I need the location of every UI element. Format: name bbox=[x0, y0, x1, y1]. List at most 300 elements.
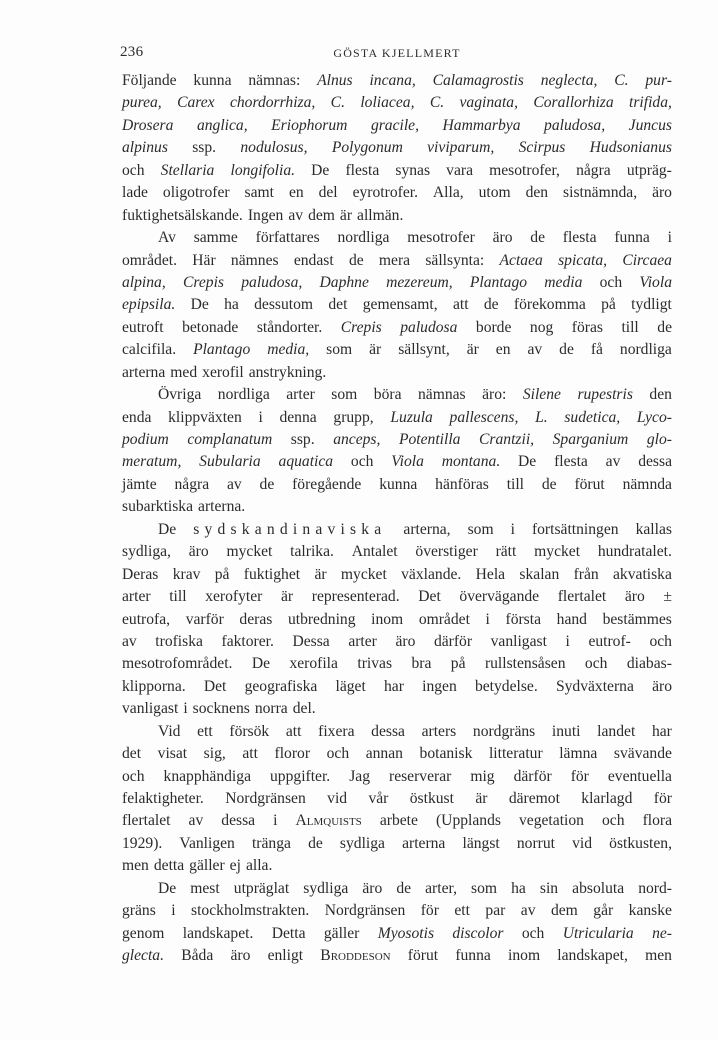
word: Hela bbox=[475, 565, 506, 583]
word: därför bbox=[433, 632, 473, 650]
italic-word: rupestris bbox=[577, 386, 633, 404]
italic-word: Carex bbox=[177, 94, 215, 112]
word: en bbox=[288, 184, 304, 202]
italic-word: sudetica, bbox=[564, 408, 621, 426]
word: och bbox=[584, 655, 608, 673]
word: betonade bbox=[182, 318, 239, 336]
word: genom bbox=[122, 924, 165, 942]
word: rullstensåsen bbox=[484, 655, 566, 673]
word: felaktigheter. bbox=[122, 790, 204, 807]
word: i bbox=[485, 610, 490, 628]
italic-word: paludosa, bbox=[241, 273, 303, 291]
word: några bbox=[174, 475, 210, 493]
word: Antalet bbox=[351, 543, 398, 561]
word: Av bbox=[158, 229, 176, 247]
word: utpräg- bbox=[626, 161, 672, 179]
word: del. bbox=[292, 700, 316, 718]
word: mycket bbox=[534, 543, 581, 561]
word: nämnas bbox=[417, 386, 466, 404]
italic-word: media bbox=[544, 273, 583, 291]
word: jämte bbox=[122, 475, 157, 493]
word: och bbox=[602, 812, 625, 830]
word: fortsättningen bbox=[531, 520, 619, 538]
italic-word: Stellaria bbox=[160, 161, 215, 179]
text-line bbox=[122, 205, 672, 227]
word: dessutom bbox=[254, 296, 314, 314]
word: synas bbox=[395, 161, 431, 179]
italic-word: paludosa, bbox=[544, 116, 606, 134]
text-line bbox=[122, 855, 672, 877]
italic-word: Viola bbox=[639, 273, 672, 291]
word: äro: bbox=[482, 386, 507, 404]
italic-word: discolor bbox=[452, 924, 504, 942]
italic-word: Daphne bbox=[319, 273, 369, 291]
word: arter bbox=[348, 632, 377, 650]
word: grupp, bbox=[333, 408, 374, 426]
word: från bbox=[573, 565, 599, 583]
text-line bbox=[122, 339, 672, 361]
word: dem bbox=[550, 902, 578, 920]
word: ingen bbox=[422, 677, 457, 695]
text-line bbox=[122, 250, 672, 272]
word: överstiger bbox=[415, 543, 478, 561]
text-line bbox=[122, 182, 672, 204]
word: äro bbox=[395, 632, 416, 650]
word: samme bbox=[193, 229, 238, 247]
word: rätt bbox=[495, 543, 517, 561]
italic-word: anceps, bbox=[333, 431, 381, 448]
word: de bbox=[308, 834, 323, 852]
word: nordliga bbox=[619, 341, 672, 359]
italic-word: alpinus bbox=[122, 139, 168, 157]
word: ett bbox=[454, 902, 470, 920]
word: De bbox=[158, 520, 177, 538]
smallcaps-word: Almquists bbox=[295, 812, 362, 830]
word: inuti bbox=[551, 722, 581, 740]
word: att bbox=[285, 722, 302, 740]
word: arterna bbox=[402, 834, 446, 852]
italic-word: podium bbox=[122, 431, 169, 448]
word: de bbox=[530, 229, 545, 247]
word: hundratalet. bbox=[597, 543, 672, 561]
word: föregående bbox=[292, 475, 362, 493]
text-line bbox=[122, 294, 672, 316]
italic-word: media, bbox=[267, 341, 310, 359]
word: fuktighetsälskande. bbox=[122, 206, 243, 224]
word: nord- bbox=[638, 879, 672, 897]
word: förut bbox=[407, 947, 439, 965]
word: äro bbox=[188, 543, 209, 561]
word: eyrotrofer. bbox=[352, 184, 418, 202]
word: sig, bbox=[203, 745, 226, 763]
word: vanligast bbox=[490, 632, 547, 650]
word: mesotrofer, bbox=[489, 161, 560, 179]
text-line bbox=[122, 227, 672, 249]
italic-word: glo- bbox=[646, 431, 672, 448]
word: mera bbox=[378, 251, 411, 269]
italic-word: aquatica bbox=[278, 453, 334, 471]
word: diabas- bbox=[626, 655, 672, 673]
word: kallas bbox=[635, 520, 672, 538]
word: första bbox=[505, 610, 542, 628]
text-line bbox=[122, 317, 672, 339]
italic-word: nodulosus, bbox=[240, 139, 308, 157]
word: förut bbox=[574, 475, 605, 493]
word: trofiska bbox=[155, 632, 203, 650]
italic-word: spicata, bbox=[558, 251, 608, 269]
word: anstrykning. bbox=[248, 363, 327, 381]
word: detta bbox=[153, 857, 185, 875]
italic-word: Scirpus bbox=[518, 139, 566, 157]
word: vara bbox=[446, 161, 473, 179]
text-line bbox=[122, 92, 672, 114]
spaced-word: sydskandinaviska bbox=[193, 520, 387, 538]
word: Alla, bbox=[432, 184, 464, 202]
italic-word: Calamagrostis bbox=[432, 72, 524, 89]
text-line bbox=[122, 564, 672, 586]
word: landskapet, bbox=[557, 947, 628, 965]
word: går bbox=[593, 902, 614, 920]
word: att bbox=[242, 745, 258, 763]
word: vegetation bbox=[519, 812, 584, 830]
word: är bbox=[466, 341, 479, 359]
word: på bbox=[601, 296, 616, 314]
word: funna bbox=[455, 947, 491, 965]
word: nämnda bbox=[622, 475, 672, 493]
word: är bbox=[314, 565, 327, 583]
word: som bbox=[467, 520, 494, 538]
text-line bbox=[122, 653, 672, 675]
word: av bbox=[527, 341, 543, 359]
word: utbredning bbox=[287, 610, 356, 628]
text-line bbox=[122, 698, 672, 720]
word: kunna bbox=[379, 475, 418, 493]
word: flora bbox=[642, 812, 672, 830]
italic-word: Eriophorum bbox=[271, 116, 348, 134]
word: Nordgränsen bbox=[225, 790, 306, 807]
word: faktorer. bbox=[221, 632, 274, 650]
text-line bbox=[122, 945, 672, 967]
italic-word: anglica, bbox=[196, 116, 248, 134]
word: skalan bbox=[519, 565, 560, 583]
italic-word: epipsila. bbox=[122, 296, 176, 314]
word: läget bbox=[335, 677, 366, 695]
word: par bbox=[485, 902, 506, 920]
word: mycket bbox=[226, 543, 273, 561]
word: utpräglat bbox=[233, 879, 290, 897]
word: ha bbox=[224, 296, 239, 314]
word: Sydväxterna bbox=[555, 677, 634, 695]
italic-word: montana. bbox=[441, 453, 501, 471]
word: böra bbox=[373, 386, 402, 404]
word: av bbox=[288, 206, 304, 224]
word: De bbox=[311, 161, 330, 179]
word: som bbox=[331, 386, 358, 404]
word: geografiska bbox=[244, 677, 318, 695]
italic-word: Alnus bbox=[317, 72, 353, 89]
text-line bbox=[122, 137, 672, 159]
word: flertalet bbox=[557, 588, 607, 606]
italic-word: Actaea bbox=[499, 251, 543, 269]
italic-word: pur- bbox=[645, 72, 672, 89]
word: sydliga bbox=[303, 879, 349, 897]
text-line bbox=[122, 115, 672, 137]
word: klipporna. bbox=[122, 677, 186, 695]
text-line bbox=[122, 900, 672, 922]
word: kanske bbox=[628, 902, 672, 920]
word: i bbox=[667, 229, 672, 247]
text-line bbox=[122, 810, 672, 832]
word: den bbox=[525, 184, 549, 202]
word: sydliga, bbox=[122, 543, 171, 561]
word: Jag bbox=[349, 767, 370, 785]
text-line bbox=[122, 272, 672, 294]
word: de bbox=[348, 251, 364, 269]
word: nordgräns bbox=[472, 722, 536, 740]
italic-word: Hammarbya bbox=[442, 116, 521, 134]
word: bestämmes bbox=[602, 610, 672, 628]
word: xerofyter bbox=[205, 588, 263, 606]
word: har bbox=[651, 722, 672, 740]
word: representerad. bbox=[311, 588, 400, 606]
word: denna bbox=[279, 408, 317, 426]
word: de bbox=[541, 475, 557, 493]
word: längst bbox=[462, 834, 500, 852]
word: ej bbox=[229, 857, 241, 875]
italic-word: L. bbox=[535, 408, 548, 426]
italic-word: longifolia. bbox=[230, 161, 296, 179]
word: lämna bbox=[559, 745, 598, 763]
word: inom bbox=[508, 947, 541, 965]
word: mesotrofområdet. bbox=[122, 655, 233, 673]
word: Dessa bbox=[292, 632, 330, 650]
word: några bbox=[576, 161, 611, 179]
word: De bbox=[251, 655, 271, 673]
word: i bbox=[510, 520, 515, 538]
word: vanligast bbox=[122, 700, 179, 718]
word: till bbox=[169, 588, 187, 606]
word: men bbox=[645, 947, 672, 965]
word: botanisk bbox=[419, 745, 473, 763]
word: klarlagd bbox=[581, 790, 633, 807]
word: övervägande bbox=[459, 588, 540, 606]
text-line bbox=[122, 70, 672, 92]
word: absoluta bbox=[572, 879, 625, 897]
italic-word: Crepis bbox=[340, 318, 382, 336]
word: har bbox=[384, 677, 404, 695]
word: ± bbox=[663, 588, 672, 606]
word: litteratur bbox=[488, 745, 543, 763]
italic-word: Lyco- bbox=[636, 408, 672, 426]
word: är bbox=[339, 206, 353, 224]
text-line bbox=[122, 631, 672, 653]
word: utom bbox=[478, 184, 511, 202]
word: men bbox=[122, 857, 149, 875]
italic-word: C. bbox=[614, 72, 629, 89]
text-line bbox=[122, 362, 672, 384]
word: är bbox=[280, 588, 294, 606]
word: för bbox=[420, 902, 439, 920]
word: en bbox=[495, 341, 511, 359]
word: som bbox=[326, 341, 353, 359]
word: landskapet. bbox=[182, 924, 254, 942]
word: floror bbox=[274, 745, 311, 763]
italic-word: ne- bbox=[652, 924, 672, 942]
word: allmän. bbox=[357, 206, 404, 224]
word: dem bbox=[308, 206, 335, 224]
word: och bbox=[350, 453, 374, 471]
word: dessa bbox=[371, 722, 405, 740]
italic-word: Hudsonianus bbox=[589, 139, 672, 157]
word: De bbox=[158, 879, 177, 897]
italic-word: Drosera bbox=[122, 116, 174, 134]
italic-word: chordorrhiza, bbox=[229, 94, 316, 112]
word: flesta bbox=[562, 229, 597, 247]
word: ssp. bbox=[192, 139, 217, 157]
word: på bbox=[214, 565, 230, 583]
word: ett bbox=[197, 722, 213, 740]
word: annan bbox=[365, 745, 403, 763]
word: enligt bbox=[267, 947, 304, 965]
word: och bbox=[521, 924, 545, 942]
word: borde bbox=[475, 318, 512, 336]
italic-word: Crantzii, bbox=[479, 431, 535, 448]
word: samt bbox=[244, 184, 274, 202]
word: Båda bbox=[181, 947, 214, 965]
word: att bbox=[452, 296, 469, 314]
text-line bbox=[122, 586, 672, 608]
word: uppgifter. bbox=[270, 767, 331, 785]
word: deras bbox=[239, 610, 273, 628]
word: av bbox=[520, 902, 536, 920]
text-line bbox=[122, 474, 672, 496]
italic-word: Sparganium bbox=[552, 431, 629, 448]
word: de bbox=[259, 475, 275, 493]
word: arterna. bbox=[198, 498, 246, 516]
italic-word: neglecta, bbox=[540, 72, 598, 89]
word: Detta bbox=[271, 924, 306, 942]
word: därför bbox=[513, 767, 552, 785]
word: norrut bbox=[516, 834, 555, 852]
word: området. bbox=[122, 251, 177, 269]
word: krav bbox=[172, 565, 201, 583]
word: endast bbox=[293, 251, 334, 269]
word: De bbox=[518, 453, 537, 471]
italic-word: Utricularia bbox=[562, 924, 634, 942]
italic-word: loliacea, bbox=[360, 94, 415, 112]
italic-word: purea, bbox=[122, 94, 162, 112]
italic-word: Plantago bbox=[469, 273, 528, 291]
word: äro bbox=[652, 677, 672, 695]
word: landet bbox=[597, 722, 636, 740]
paragraph bbox=[122, 519, 672, 721]
word: vår bbox=[368, 790, 389, 807]
word: och bbox=[649, 632, 672, 650]
text-line bbox=[122, 923, 672, 945]
italic-word: vaginata, bbox=[459, 94, 518, 112]
word: kunna bbox=[193, 72, 232, 89]
word: fuktighet bbox=[243, 565, 301, 583]
text-line bbox=[122, 541, 672, 563]
word: ssp. bbox=[290, 431, 315, 448]
word: ståndorter. bbox=[256, 318, 323, 336]
word: funna bbox=[614, 229, 650, 247]
word: subarktiska bbox=[122, 498, 194, 516]
word: mest bbox=[190, 879, 220, 897]
word: i bbox=[258, 408, 263, 426]
italic-word: Subularia bbox=[199, 453, 261, 471]
text-line bbox=[122, 384, 672, 406]
italic-word: C. bbox=[330, 94, 345, 112]
word: arter, bbox=[425, 879, 457, 897]
text-line bbox=[122, 160, 672, 182]
word: svävande bbox=[613, 745, 672, 763]
running-header bbox=[122, 44, 672, 64]
word: föras bbox=[571, 318, 603, 336]
word: Det bbox=[418, 588, 441, 606]
word: äro bbox=[652, 184, 672, 202]
text-line bbox=[122, 407, 672, 429]
word: östkust bbox=[409, 790, 454, 807]
text-line bbox=[122, 451, 672, 473]
word: sällsynt, bbox=[398, 341, 450, 359]
word: förekomma bbox=[513, 296, 586, 314]
word: dessa bbox=[638, 453, 672, 471]
word: 1929). bbox=[122, 834, 163, 852]
word: för bbox=[570, 767, 589, 785]
word: den bbox=[649, 386, 672, 404]
word: äro bbox=[362, 879, 383, 897]
word: bra bbox=[411, 655, 432, 673]
word: och bbox=[122, 767, 145, 785]
italic-word: alpina, bbox=[122, 273, 166, 291]
word: arbete bbox=[379, 812, 418, 830]
word: för bbox=[653, 790, 672, 807]
word: och bbox=[599, 273, 623, 291]
word: flesta bbox=[345, 161, 380, 179]
italic-word: gracile, bbox=[370, 116, 420, 134]
paragraph bbox=[122, 70, 672, 227]
word: sydliga bbox=[339, 834, 385, 852]
word: av bbox=[226, 475, 242, 493]
word: arterna bbox=[122, 363, 166, 381]
word: eventuella bbox=[607, 767, 672, 785]
word: nordliga bbox=[217, 386, 270, 404]
word: inom bbox=[371, 610, 404, 628]
word: dessa bbox=[221, 812, 256, 830]
word: nämnes bbox=[230, 251, 279, 269]
page-number: 236 bbox=[120, 44, 144, 60]
word: Deras bbox=[122, 565, 159, 583]
word: arterna, bbox=[403, 520, 451, 538]
word: varför bbox=[185, 610, 224, 628]
word: trivas bbox=[357, 655, 393, 673]
word: gräns bbox=[122, 902, 156, 920]
word: äro bbox=[492, 229, 513, 247]
word: och bbox=[122, 161, 145, 179]
word: Det bbox=[203, 677, 227, 695]
text-line bbox=[122, 609, 672, 631]
word: som bbox=[471, 879, 498, 897]
word: få bbox=[590, 341, 603, 359]
italic-word: Potentilla bbox=[398, 431, 461, 448]
italic-word: Plantago bbox=[193, 341, 251, 359]
word: reserverar bbox=[389, 767, 452, 785]
word: i bbox=[171, 902, 176, 920]
word: talrika. bbox=[290, 543, 334, 561]
word: i bbox=[565, 632, 570, 650]
word: det bbox=[122, 745, 142, 763]
